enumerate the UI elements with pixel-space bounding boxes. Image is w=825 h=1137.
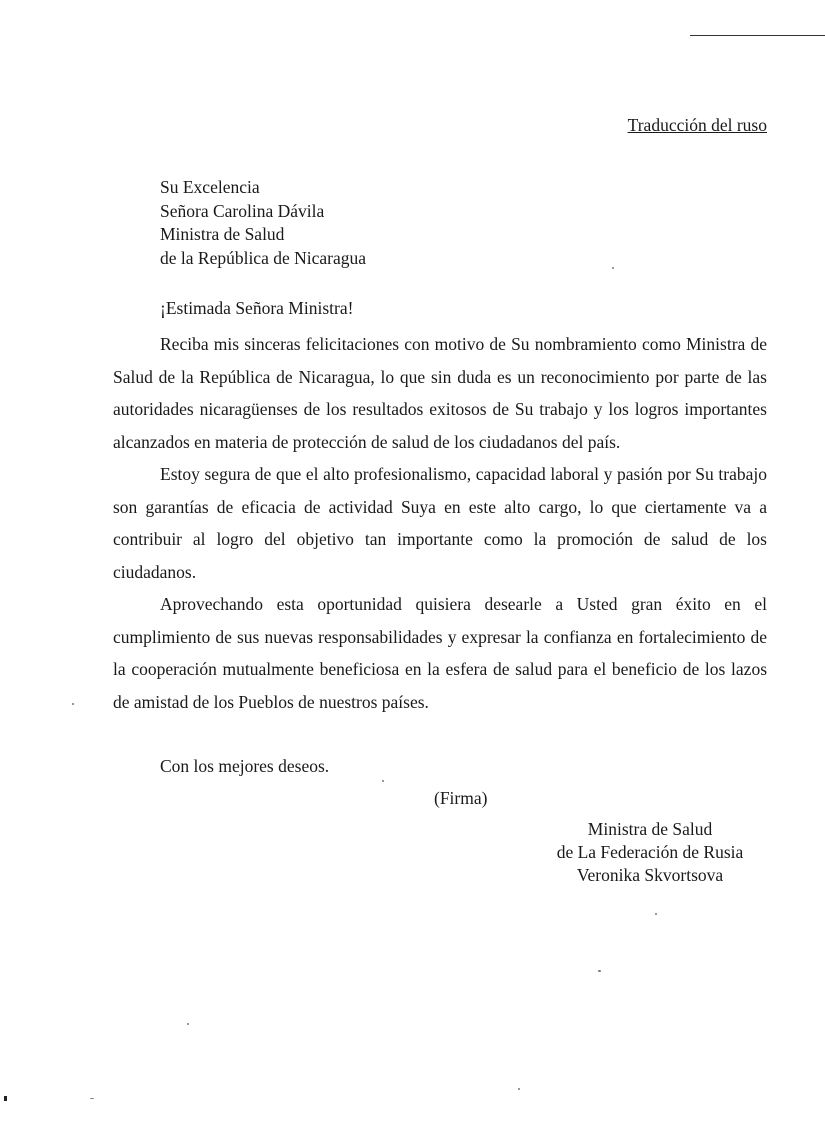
- recipient-line: de la República de Nicaragua: [160, 247, 367, 268]
- scan-speck: [518, 1088, 520, 1090]
- signature-placeholder: (Firma): [434, 788, 488, 808]
- body-paragraph: Estoy segura de que el alto profesionalismo, capacidad laboral y pasión por Su trabajo son garantías de eficacia de actividad Suya en este alto cargo, lo que ciertamente va a contribuir al logro del objetivo tan importante como la promoción de salud de los ciudadanos.: [113, 464, 767, 582]
- scan-speck: [655, 913, 657, 915]
- translation-note: Traducción del ruso: [627, 115, 767, 135]
- recipient-line: Su Excelencia: [160, 177, 260, 197]
- signatory-title: Ministra de Salud: [587, 819, 713, 839]
- recipient-line: Señora Carolina Dávila: [160, 200, 325, 221]
- letter-body: [113, 328, 767, 718]
- signatory-organization: de La Federación de Rusia: [556, 842, 744, 862]
- scan-speck: [598, 970, 601, 972]
- scan-speck: [90, 1098, 94, 1099]
- recipient-address: [160, 176, 366, 270]
- scan-speck: [187, 1023, 189, 1025]
- header-rule: [690, 35, 825, 36]
- salutation: ¡Estimada Señora Ministra!: [160, 298, 354, 318]
- scan-speck: [612, 267, 614, 269]
- scan-speck: [4, 1096, 7, 1101]
- body-paragraph: Aprovechando esta oportunidad quisiera desearle a Usted gran éxito en el cumplimiento de sus nuevas responsabilidades y expresar la confianza en fortalecimiento de la cooperación mutualmente beneficiosa en la esfera de salud para el beneficio de los lazos de amistad de los Pueblos de nuestros países.: [113, 594, 767, 712]
- body-paragraph: Reciba mis sinceras felicitaciones con motivo de Su nombramiento como Ministra de Salud de la República de Nicaragua, lo que sin duda es un reconocimiento por parte de las autoridades nicaragüenses de los resultados exitosos de Su trabajo y los logros importantes alcanzados en materia de protección de salud de los ciudadanos del país.: [113, 334, 767, 452]
- scan-speck: [382, 780, 384, 782]
- recipient-line: Ministra de Salud: [160, 224, 285, 244]
- closing-phrase: Con los mejores deseos.: [160, 756, 330, 776]
- signatory-block: [540, 818, 760, 887]
- signatory-name: Veronika Skvortsova: [576, 865, 724, 885]
- scan-speck: [72, 703, 74, 705]
